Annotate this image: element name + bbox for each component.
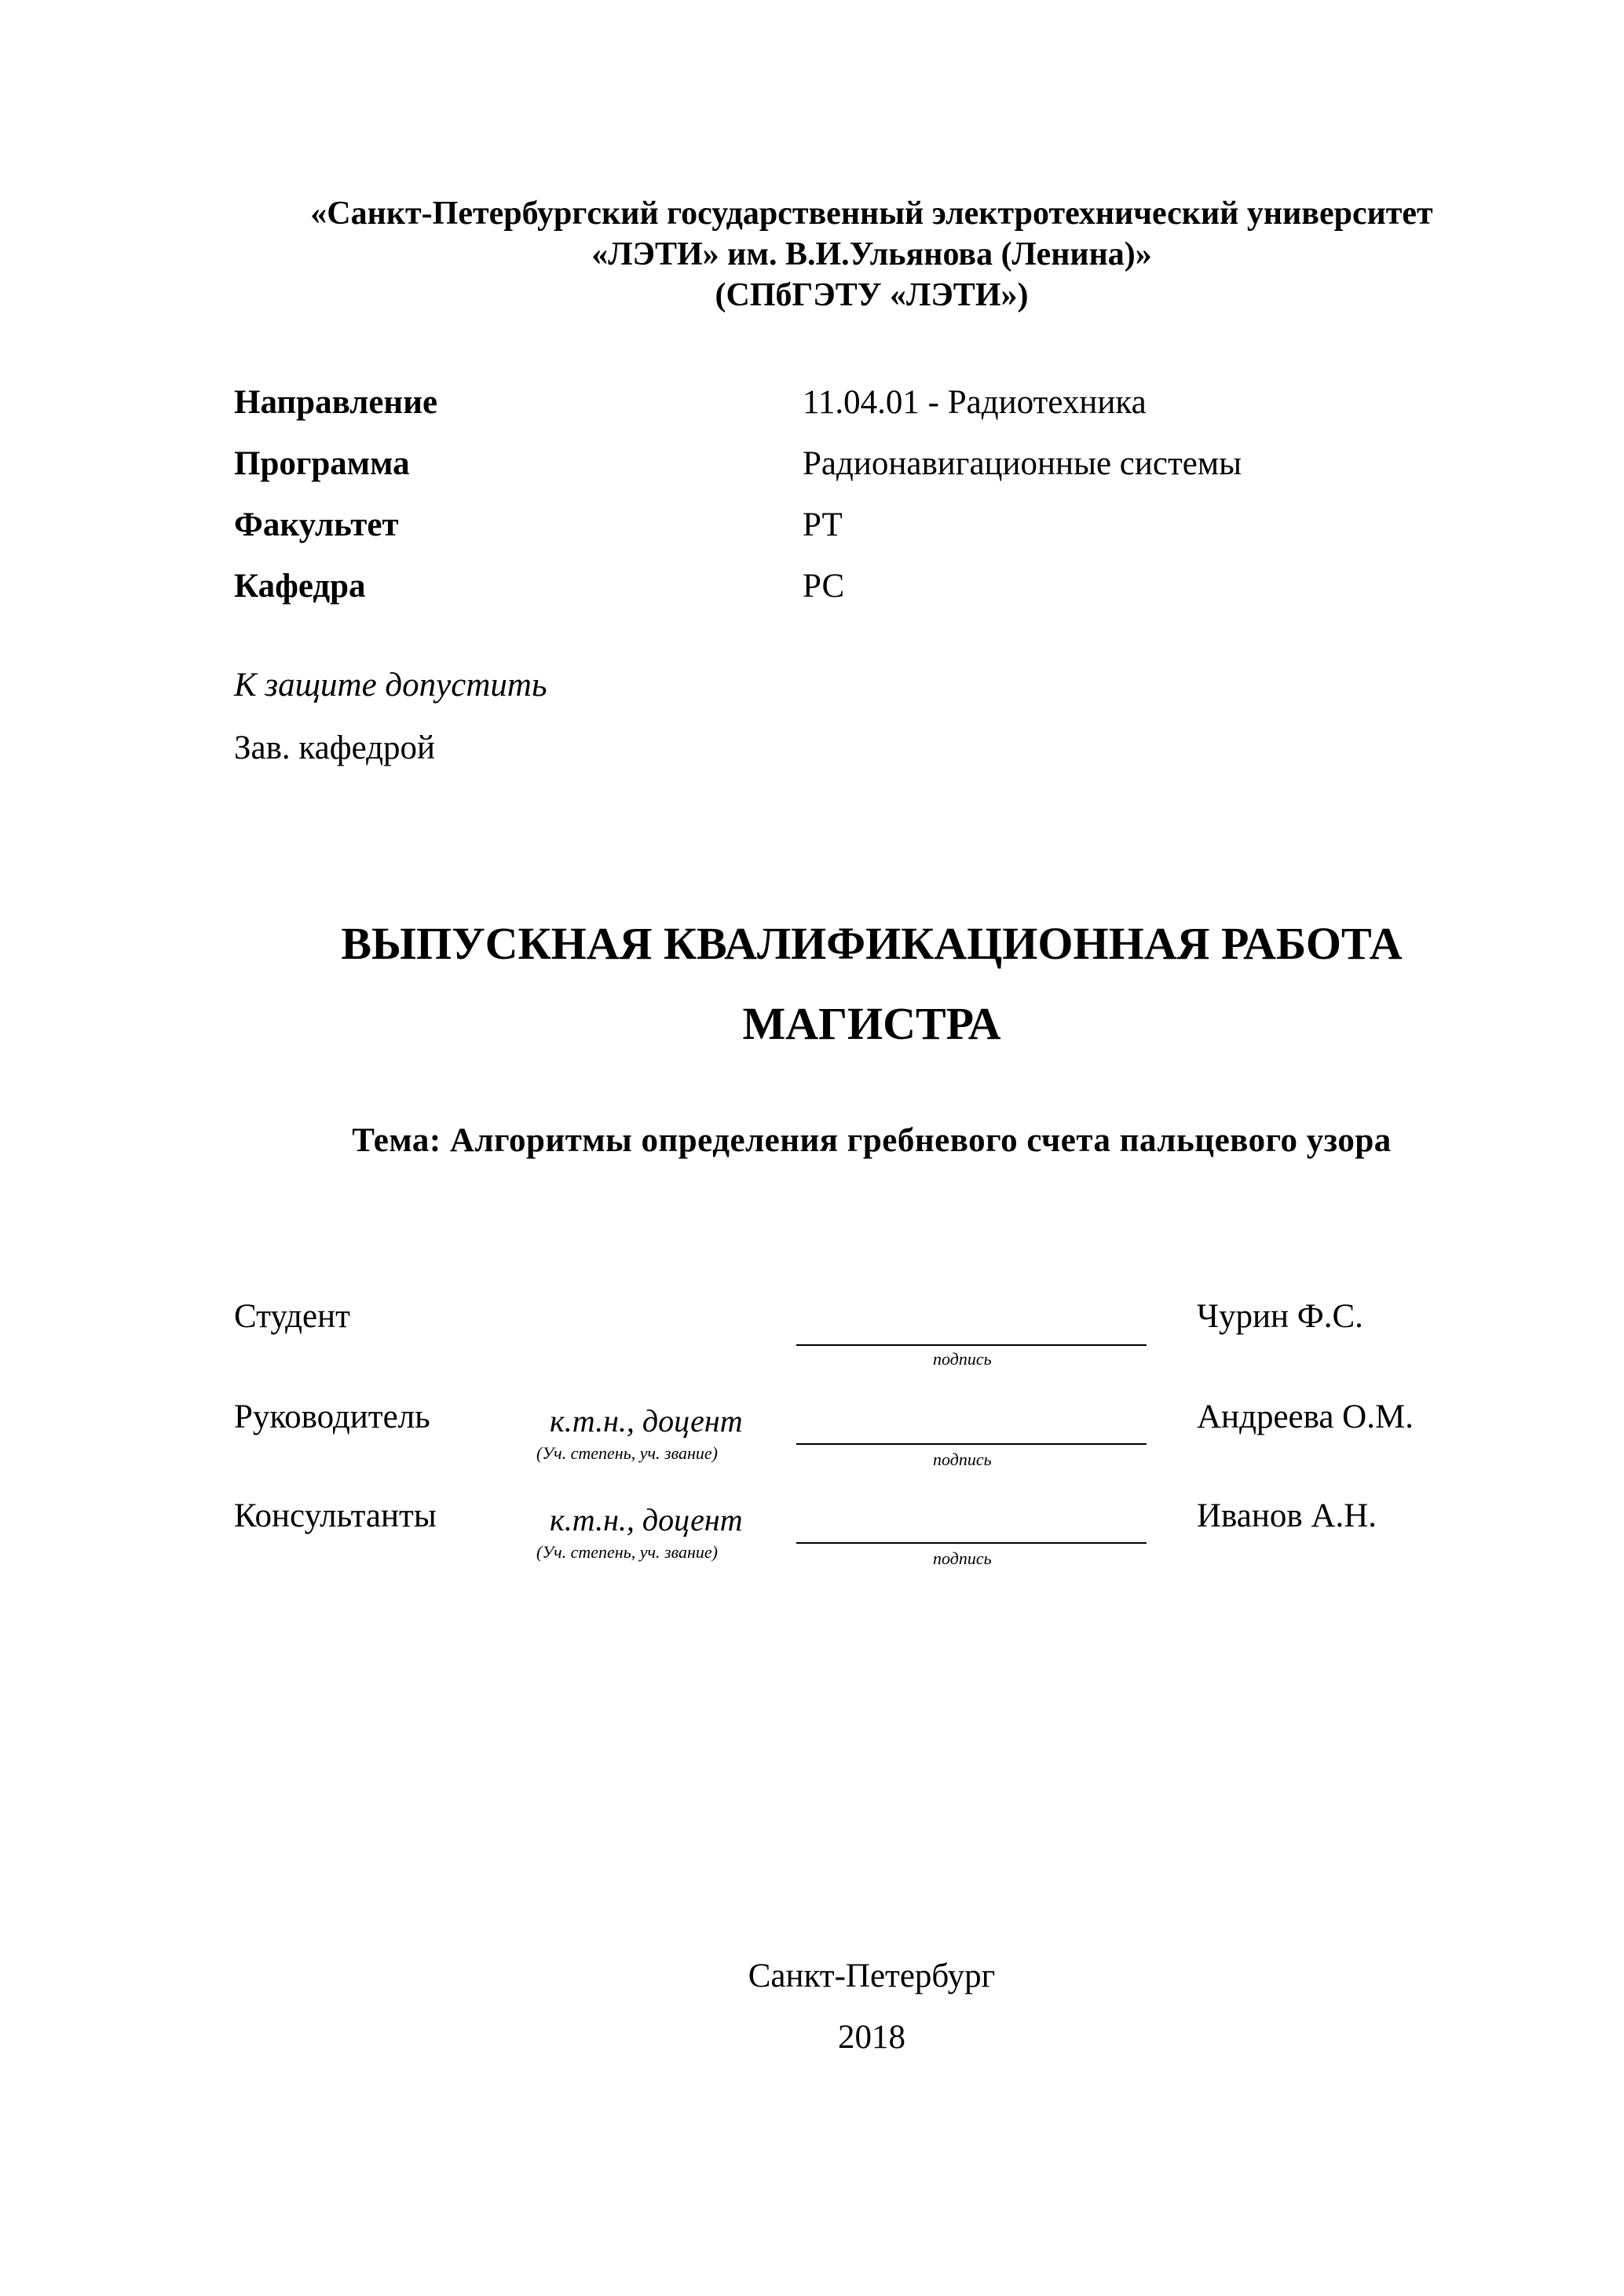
info-label-faculty: Факультет [234,506,399,543]
signature-name-consultants: Иванов А.Н. [1197,1497,1377,1534]
signature-line-supervisor [796,1443,1147,1445]
work-title-line2: МАГИСТРА [742,998,1001,1049]
signature-degree-hint-consultants: (Уч. степень, уч. звание) [536,1542,718,1562]
signature-hint-supervisor: подпись [933,1450,992,1469]
signature-degree-supervisor: к.т.н., доцент [550,1403,743,1439]
signature-role-student: Студент [234,1298,350,1335]
signature-line-student [796,1344,1147,1346]
university-abbrev: (СПбГЭТУ «ЛЭТИ») [715,277,1029,313]
info-value-direction: 11.04.01 - Радиотехника [803,384,1147,421]
info-value-faculty: РТ [803,506,843,543]
university-name-line1: «Санкт-Петербургский государственный электротехнический университет [310,196,1433,232]
work-topic: Тема: Алгоритмы определения гребневого счета пальцевого узора [352,1122,1392,1159]
university-header [0,193,1624,316]
signature-role-supervisor: Руководитель [234,1398,430,1435]
footer-year: 2018 [838,2019,905,2056]
signature-role-consultants: Консультанты [234,1497,437,1534]
work-title-line1: ВЫПУСКНАЯ КВАЛИФИКАЦИОННАЯ РАБОТА [341,918,1403,969]
signature-degree-hint-supervisor: (Уч. степень, уч. звание) [536,1443,718,1463]
info-label-program: Программа [234,445,410,482]
department-head: Зав. кафедрой [234,729,436,766]
signature-hint-consultants: подпись [933,1548,992,1568]
footer-city: Санкт-Петербург [748,1958,996,1994]
info-value-department: РС [803,568,845,605]
info-label-department: Кафедра [234,568,366,605]
signature-name-student: Чурин Ф.С. [1197,1298,1363,1335]
signature-degree-consultants: к.т.н., доцент [550,1502,743,1537]
signature-line-consultants [796,1542,1147,1544]
admit-to-defense: К защите допустить [234,667,547,704]
signature-name-supervisor: Андреева О.М. [1197,1398,1414,1435]
info-label-direction: Направление [234,384,438,421]
university-name-line2: «ЛЭТИ» им. В.И.Ульянова (Ленина)» [591,236,1152,272]
signature-hint-student: подпись [933,1349,992,1369]
info-value-program: Радионавигационные системы [803,445,1242,482]
